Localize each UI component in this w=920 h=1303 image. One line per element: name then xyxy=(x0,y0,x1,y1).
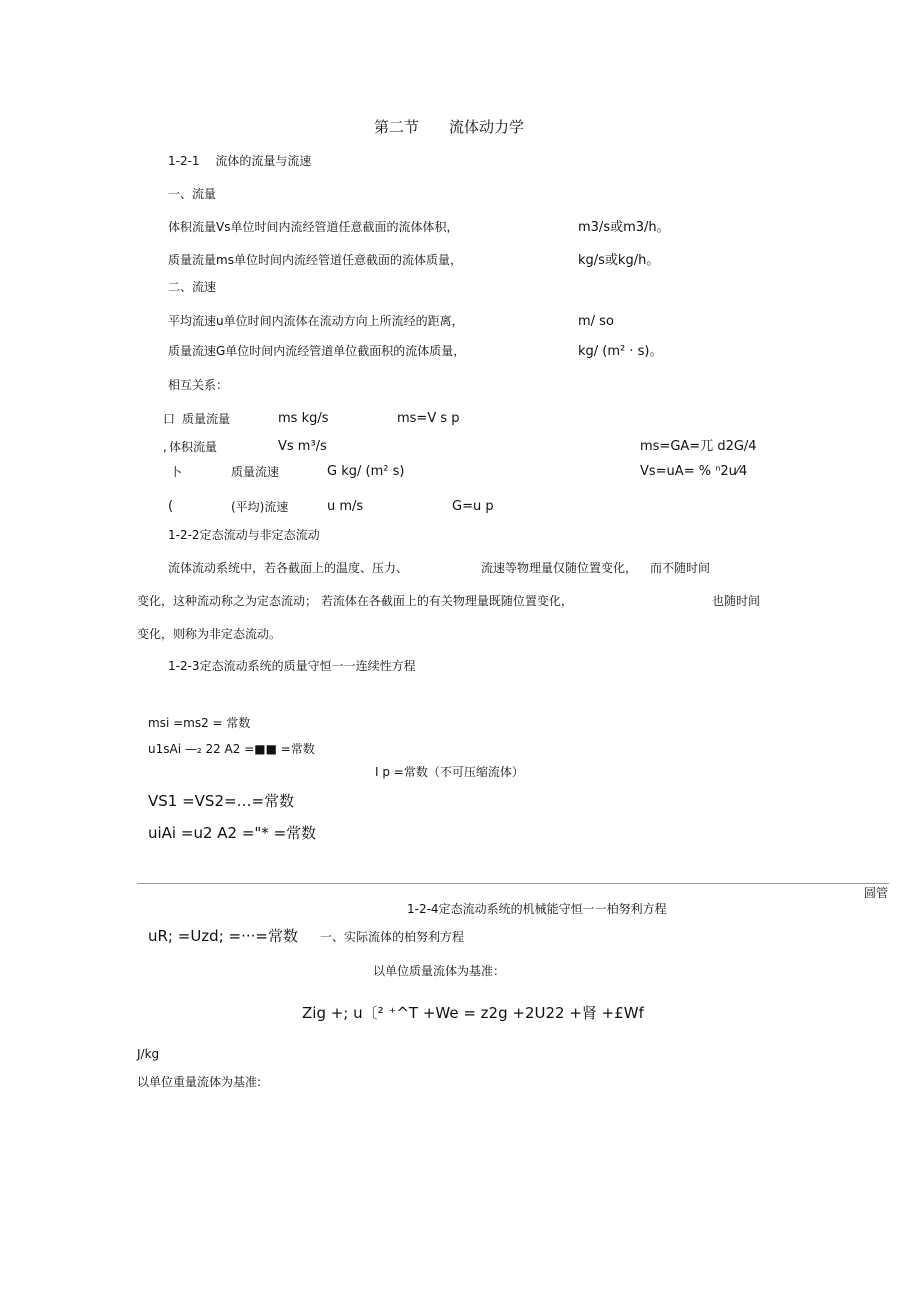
relation-row-3-label: 质量流速 xyxy=(231,465,280,479)
relation-row-2-symbol: Vs m³/s xyxy=(278,439,327,454)
velocity-heading: 二、流速 xyxy=(168,280,217,294)
steady-flow-text-3: 变化，则称为非定态流动。 xyxy=(137,627,282,641)
mass-velocity-unit: kg/ (m² · s)。 xyxy=(578,344,663,359)
average-velocity-definition: 平均流速u单位时间内流体在流动方向上所流经的距离， xyxy=(168,314,464,328)
average-velocity-unit: m/ so xyxy=(578,314,614,329)
steady-flow-text-2b: 也随时间 xyxy=(712,594,761,608)
volume-flow-definition: 体积流量Vs单位时间内流经管道任意截面的流体体积， xyxy=(168,220,459,234)
relation-row-1-equation: ms=V s p xyxy=(397,411,460,426)
bernoulli-equation: Zig +; u〔² ⁺^T +We = z2g +2U22 +肾 +£Wf xyxy=(302,1004,644,1022)
page-title: 第二节 流体动力学 xyxy=(374,118,525,136)
relation-row-1-label: 质量流量 xyxy=(182,412,231,426)
energy-unit: J/kg xyxy=(137,1047,160,1061)
continuity-equation-2: u1sAi —₂ 22 A2 =■■ =常数 xyxy=(148,742,315,756)
real-fluid-bernoulli-heading: 一、实际流体的柏努利方程 xyxy=(320,930,465,944)
section-1-2-3-heading: 1-2-3定态流动系统的质量守恒一一连续性方程 xyxy=(168,659,416,673)
continuity-equation-5: uiAi =u2 A2 ="* =常数 xyxy=(148,824,317,842)
relation-row-4-equation: G=u p xyxy=(452,499,494,514)
continuity-equation-4: VS1 =VS2=…=常数 xyxy=(148,792,295,810)
relation-row-2-equation: ms=GA=兀 d2G/4 xyxy=(640,439,757,454)
relation-row-4-symbol: u m/s xyxy=(327,499,364,514)
continuity-equation-1: msi =ms2 = 常数 xyxy=(148,716,251,730)
volume-flow-unit: m3/s或m3/h。 xyxy=(578,220,670,235)
continuity-equation-3: I p =常数（不可压缩流体） xyxy=(375,765,524,779)
relation-row-3-equation: Vs=uA= % ⁿ2u⁄4 xyxy=(640,464,748,479)
mass-velocity-definition: 质量流速G单位时间内流经管道单位截面积的流体质量， xyxy=(168,344,466,358)
side-note-round-pipe: 圆管 xyxy=(864,886,889,900)
relation-row-2-mark: , xyxy=(163,440,167,454)
divider-line xyxy=(137,883,889,884)
mass-flow-unit: kg/s或kg/h。 xyxy=(578,253,660,268)
relation-row-1-mark: 口 xyxy=(163,412,176,426)
relation-row-3-symbol: G kg/ (m² s) xyxy=(327,464,405,479)
relation-row-3-mark: 卜 xyxy=(170,465,183,479)
relation-row-4-mark: ( xyxy=(168,499,174,514)
section-1-2-4-heading: 1-2-4定态流动系统的机械能守恒一一柏努利方程 xyxy=(407,902,667,916)
mass-flow-definition: 质量流量ms单位时间内流经管道任意截面的流体质量， xyxy=(168,253,462,267)
section-1-2-1-heading: 1-2-1 流体的流量与流速 xyxy=(168,154,312,168)
basis-unit-weight: 以单位重量流体为基准: xyxy=(137,1075,262,1089)
basis-unit-mass: 以单位质量流体为基准： xyxy=(373,964,506,978)
steady-flow-text-1b: 流速等物理量仅随位置变化， xyxy=(481,561,638,575)
relation-row-1-symbol: ms kg/s xyxy=(278,411,329,426)
lead-equation: uR; =Uzd; =···=常数 xyxy=(148,927,298,945)
steady-flow-text-1a: 流体流动系统中，若各截面上的温度、压力、 xyxy=(168,561,409,575)
relation-heading: 相互关系： xyxy=(168,378,229,392)
section-1-2-2-heading: 1-2-2定态流动与非定态流动 xyxy=(168,528,320,542)
relation-row-4-label: (平均)流速 xyxy=(231,500,289,514)
steady-flow-text-2a: 变化，这种流动称之为定态流动； 若流体在各截面上的有关物理量既随位置变化， xyxy=(137,594,573,608)
steady-flow-text-1c: 而不随时间 xyxy=(650,561,711,575)
flow-heading: 一、流量 xyxy=(168,187,217,201)
relation-row-2-label: 体积流量 xyxy=(169,440,218,454)
